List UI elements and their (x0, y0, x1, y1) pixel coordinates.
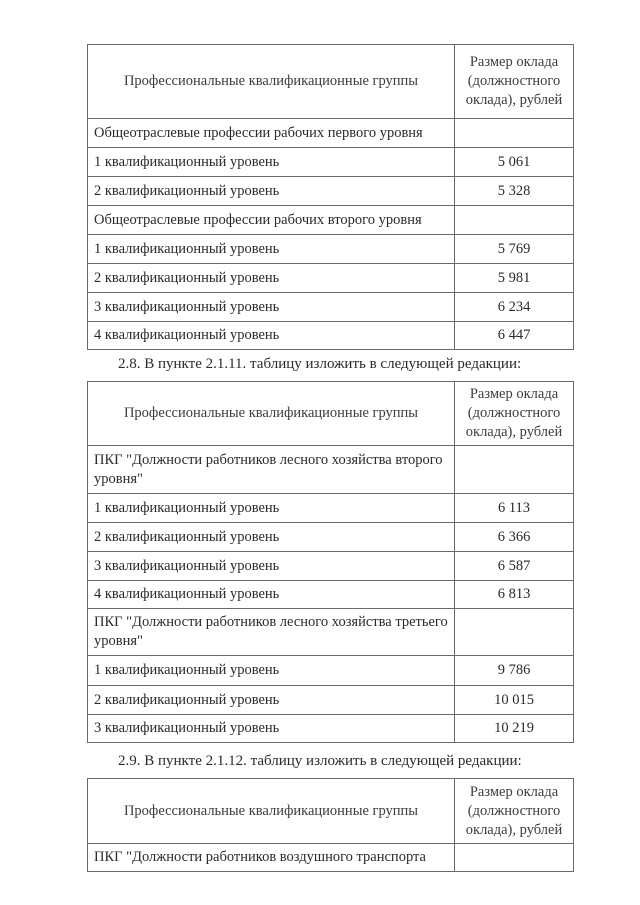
salary-value: 6 113 (455, 494, 574, 523)
header-qualification-groups: Профессиональные квалификационные группы (88, 382, 455, 446)
table-header-row (88, 382, 574, 446)
table-row (88, 264, 574, 293)
table-row (88, 523, 574, 552)
table-row (88, 686, 574, 715)
table-row (88, 715, 574, 743)
paragraph-2-9: 2.9. В пункте 2.1.12. таблицу изложить в следующей редакции: (118, 753, 522, 769)
header-salary-size: Размер оклада (должностного оклада), рублей (455, 382, 574, 446)
table-row (88, 656, 574, 686)
salary-value: 6 587 (455, 552, 574, 581)
salary-table-forestry (87, 381, 574, 743)
salary-value: 6 447 (455, 322, 574, 350)
level-label: 4 квалификационный уровень (88, 322, 455, 350)
table-row (88, 552, 574, 581)
level-label: 1 квалификационный уровень (88, 148, 455, 177)
level-label: 2 квалификационный уровень (88, 177, 455, 206)
level-label: 2 квалификационный уровень (88, 686, 455, 715)
level-label: 3 квалификационный уровень (88, 715, 455, 743)
header-qualification-groups: Профессиональные квалификационные группы (88, 779, 455, 844)
header-salary-size: Размер оклада (должностного оклада), рублей (455, 779, 574, 844)
salary-value: 5 981 (455, 264, 574, 293)
level-label: 2 квалификационный уровень (88, 523, 455, 552)
table-header-row (88, 45, 574, 119)
salary-value: 6 813 (455, 581, 574, 609)
salary-value (455, 844, 574, 872)
group-label: ПКГ "Должности работников лесного хозяйства третьего уровня" (88, 609, 455, 656)
level-label: 1 квалификационный уровень (88, 235, 455, 264)
salary-table-air-transport (87, 778, 574, 872)
salary-value (455, 446, 574, 494)
table-row (88, 119, 574, 148)
table-row (88, 446, 574, 494)
header-salary-size: Размер оклада (должностного оклада), рублей (455, 45, 574, 119)
salary-value: 5 061 (455, 148, 574, 177)
salary-value: 10 219 (455, 715, 574, 743)
level-label: 3 квалификационный уровень (88, 293, 455, 322)
paragraph-2-8: 2.8. В пункте 2.1.11. таблицу изложить в следующей редакции: (118, 356, 522, 372)
level-label: 1 квалификационный уровень (88, 494, 455, 523)
header-qualification-groups: Профессиональные квалификационные группы (88, 45, 455, 119)
salary-value (455, 609, 574, 656)
level-label: 3 квалификационный уровень (88, 552, 455, 581)
table-row (88, 293, 574, 322)
salary-value (455, 206, 574, 235)
table-row (88, 494, 574, 523)
group-label: ПКГ "Должности работников лесного хозяйства второго уровня" (88, 446, 455, 494)
salary-value (455, 119, 574, 148)
salary-value: 5 328 (455, 177, 574, 206)
salary-value: 6 366 (455, 523, 574, 552)
group-label: Общеотраслевые профессии рабочих первого уровня (88, 119, 455, 148)
level-label: 2 квалификационный уровень (88, 264, 455, 293)
salary-value: 10 015 (455, 686, 574, 715)
level-label: 1 квалификационный уровень (88, 656, 455, 686)
table-row (88, 844, 574, 872)
table-row (88, 609, 574, 656)
table-row (88, 177, 574, 206)
table-row (88, 581, 574, 609)
salary-value: 5 769 (455, 235, 574, 264)
table-row (88, 206, 574, 235)
table-row (88, 148, 574, 177)
salary-value: 6 234 (455, 293, 574, 322)
table-row (88, 235, 574, 264)
group-label: Общеотраслевые профессии рабочих второго уровня (88, 206, 455, 235)
group-label: ПКГ "Должности работников воздушного транспорта (88, 844, 455, 872)
table-row (88, 322, 574, 350)
salary-value: 9 786 (455, 656, 574, 686)
salary-table-workers (87, 44, 574, 350)
table-header-row (88, 779, 574, 844)
level-label: 4 квалификационный уровень (88, 581, 455, 609)
